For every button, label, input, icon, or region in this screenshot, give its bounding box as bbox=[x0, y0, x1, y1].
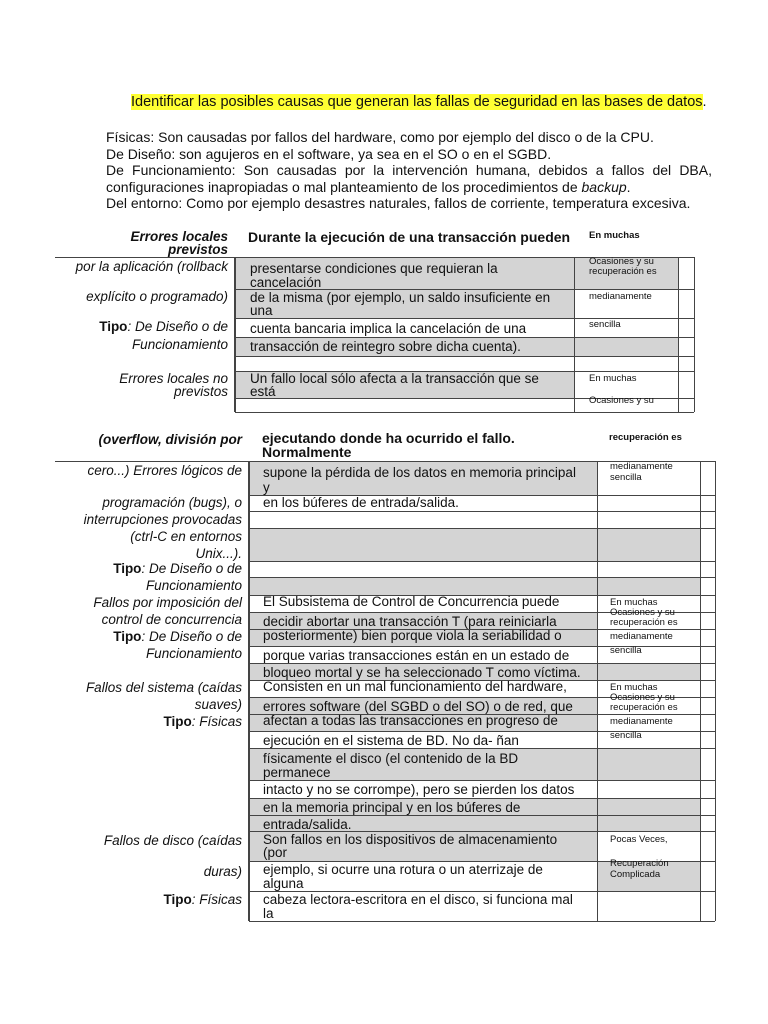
s5-row1-line2: (por bbox=[263, 845, 288, 860]
s4-row7: en la memoria principal y en los búferes de bbox=[263, 800, 521, 815]
table-row bbox=[249, 646, 715, 664]
table-row bbox=[249, 511, 715, 529]
s4-tipo-value: : Físicas bbox=[191, 714, 242, 729]
s2-header-desc-2: Normalmente bbox=[262, 444, 352, 460]
s4-freq2: Ocasiones y su bbox=[610, 692, 675, 703]
heading-period: . bbox=[702, 94, 707, 110]
intro-diseno: De Diseño: son agujeros en el software, ya sea en el SO o en el SGBD. bbox=[106, 145, 552, 162]
s3-label-2: control de concurrencia bbox=[101, 612, 242, 627]
table-row bbox=[249, 748, 715, 781]
s3-row3: posteriormente) bien porque viola la seriabilidad o bbox=[263, 628, 562, 643]
s3-label-tipo bbox=[113, 628, 242, 645]
s3-freq4: medianamente bbox=[610, 631, 673, 642]
s4-row4: ejecución en el sistema de BD. No da- ñan bbox=[263, 733, 519, 748]
s3-freq2: Ocasiones y su bbox=[610, 607, 675, 618]
table-row bbox=[249, 528, 715, 562]
s1-row1-line2: cancelación bbox=[250, 275, 322, 290]
s1-row1-line1: presentarse condiciones que requieran la bbox=[250, 261, 498, 276]
table-row bbox=[249, 461, 715, 496]
s4-tipo-word: Tipo bbox=[163, 714, 192, 729]
s4-row6: intacto y no se corrompe), pero se pierden los datos bbox=[263, 782, 575, 797]
s1-row1-freq1: Ocasiones y su bbox=[589, 256, 654, 267]
s1-noprev-1: Errores locales no bbox=[119, 371, 228, 386]
s1-tipo-word: Tipo bbox=[99, 319, 128, 334]
table-row bbox=[249, 714, 715, 732]
s5-tipo-value: : Físicas bbox=[191, 892, 242, 907]
s2-label-3: interrupciones provocadas bbox=[83, 512, 242, 527]
s1-row6-freq: En muchas bbox=[589, 373, 637, 384]
s2-tipo-value: : De Diseño o de bbox=[141, 561, 242, 576]
s5-row2-line2: alguna bbox=[263, 876, 304, 891]
s1-row2-line1: de la misma (por ejemplo, un saldo insuficiente en bbox=[250, 290, 551, 305]
heading-text: Identificar las posibles causas que generan las fallas de seguridad en las bases de datos bbox=[131, 94, 703, 110]
s2-row1-freq2: sencilla bbox=[610, 472, 642, 483]
table-row bbox=[235, 289, 694, 319]
s4-freq3: recuperación es bbox=[610, 702, 678, 713]
s5-label-2: duras) bbox=[203, 864, 242, 879]
s1-label-tipo bbox=[99, 318, 228, 335]
heading bbox=[131, 93, 707, 111]
s1-row1-freq2: recuperación es bbox=[589, 266, 657, 277]
s5-row2-line1: ejemplo, si ocurre una rotura o un aterrizaje de bbox=[263, 862, 543, 877]
s1-row4: transacción de reintegro sobre dicha cuenta). bbox=[250, 339, 521, 354]
s4-label-1: Fallos del sistema (caídas bbox=[85, 680, 242, 695]
main-table bbox=[248, 461, 716, 921]
s2-label-1: cero...) Errores lógicos de bbox=[87, 463, 242, 478]
s2-label-5: Unix...). bbox=[195, 546, 242, 561]
table-row bbox=[249, 731, 715, 749]
s2-label-4: (ctrl-C en entornos bbox=[130, 529, 242, 544]
s1-header-label-1: Errores locales bbox=[130, 229, 228, 244]
table-row bbox=[249, 815, 715, 832]
s4-row5-line2: permanece bbox=[263, 765, 331, 780]
s2-row1-line1: supone la pérdida de los datos en memoria principal bbox=[263, 465, 576, 480]
intro-fisicas: Físicas: Son causadas por fallos del hardware, como por ejemplo del disco o de la CPU. bbox=[106, 129, 654, 145]
s2-label-tipo bbox=[113, 560, 242, 577]
table-row bbox=[249, 798, 715, 816]
s1-row2-freq: medianamente bbox=[589, 291, 652, 302]
s2-row1-line2: y bbox=[263, 480, 270, 495]
s5-row3-line1: cabeza lectora-escritora en el disco, si funciona mal bbox=[263, 892, 573, 907]
table-row bbox=[249, 561, 715, 578]
intro-funcionamiento-2c: . bbox=[626, 178, 631, 195]
s2-header-desc bbox=[262, 431, 515, 459]
s3-row4: porque varias transacciones están en un estado de bbox=[263, 648, 570, 663]
s4-row5-line1: físicamente el disco (el contenido de la BD bbox=[263, 751, 519, 766]
s1-header-freq: En muchas bbox=[589, 230, 640, 241]
table-row bbox=[249, 780, 715, 799]
table-row bbox=[235, 337, 694, 357]
table-row bbox=[249, 858, 715, 892]
s5-freq2: Recuperación bbox=[610, 858, 669, 869]
s5-label-1: Fallos de disco (caídas bbox=[103, 833, 242, 848]
s5-row3-line2: la bbox=[263, 906, 274, 921]
s1-tipo-value: : De Diseño o de bbox=[127, 319, 228, 334]
intro-funcionamiento-2 bbox=[106, 179, 712, 196]
s1-row7-freq: Ocasiones y su bbox=[589, 395, 654, 406]
s3-row5: bloqueo mortal y se ha seleccionado T como víctima. bbox=[263, 665, 581, 680]
s4-row8: entrada/salida. bbox=[263, 817, 352, 832]
intro-text bbox=[106, 129, 712, 212]
s1-header-desc: Durante la ejecución de una transacción pueden bbox=[248, 229, 571, 245]
s4-row2: errores software (del SGBD o del SO) o de red, que bbox=[263, 699, 573, 714]
s3-freq5: sencilla bbox=[610, 645, 642, 656]
s5-tipo-word: Tipo bbox=[163, 892, 192, 907]
s2-row1-freq1: medianamente bbox=[610, 461, 673, 472]
s4-freq5: sencilla bbox=[610, 730, 642, 741]
s3-row1: El Subsistema de Control de Concurrencia puede bbox=[263, 594, 560, 609]
s1-label-1: por la aplicación (rollback bbox=[75, 259, 228, 274]
s1-row3-freq: sencilla bbox=[589, 319, 621, 330]
s3-freq3: recuperación es bbox=[610, 617, 678, 628]
s4-row3: afectan a todas las transacciones en progreso de bbox=[263, 713, 558, 728]
s2-label-6: Funcionamiento bbox=[145, 578, 242, 593]
table-row bbox=[249, 495, 715, 512]
s1-noprev-2: previstos bbox=[173, 384, 228, 399]
s1-row2-line2: una bbox=[250, 303, 273, 318]
s4-label-2: suaves) bbox=[194, 697, 242, 712]
s3-tipo-value: : De Diseño o de bbox=[141, 629, 242, 644]
intro-backup: backup bbox=[581, 178, 627, 195]
table-row bbox=[235, 395, 694, 413]
s4-label-tipo bbox=[163, 713, 242, 730]
intro-entorno: Del entorno: Como por ejemplo desastres naturales, fallos de corriente, temperatura excesiva. bbox=[106, 195, 691, 211]
intro-funcionamiento-2a: configuraciones inapropiadas o mal planteamiento de los procedimientos de bbox=[106, 178, 582, 195]
s3-label-3: Funcionamiento bbox=[145, 646, 242, 661]
s1-label-tipo-2: Funcionamiento bbox=[131, 337, 228, 352]
s5-freq1: Pocas Veces, bbox=[610, 834, 668, 845]
s4-row1: Consisten en un mal funcionamiento del hardware, bbox=[263, 679, 567, 694]
table-row bbox=[249, 891, 715, 922]
s5-freq3: Complicada bbox=[610, 869, 661, 880]
s3-tipo-word: Tipo bbox=[113, 629, 142, 644]
s5-label-tipo bbox=[163, 891, 242, 908]
table-row bbox=[235, 356, 694, 372]
table-row bbox=[235, 318, 694, 338]
s2-header-desc-1: ejecutando donde ha ocurrido el fallo. bbox=[262, 430, 515, 446]
table-row bbox=[235, 257, 694, 290]
s1-row6-line1: Un fallo local sólo afecta a la transacción que se bbox=[250, 371, 539, 386]
s1-header-label-2: previstos bbox=[167, 242, 228, 257]
intro-funcionamiento-1: De Funcionamiento: Son causadas por la intervención humana, debidos a fallos del DBA, bbox=[106, 162, 712, 178]
s2-label-2: programación (bugs), o bbox=[102, 495, 242, 510]
s2-row2: en los búferes de entrada/salida. bbox=[263, 495, 459, 510]
s1-table bbox=[234, 257, 695, 412]
s5-row1-line1: Son fallos en los dispositivos de almacenamiento bbox=[263, 832, 558, 847]
s3-row2: decidir abortar una transacción T (para reiniciarla bbox=[263, 614, 557, 629]
table-row bbox=[249, 629, 715, 647]
s2-tipo-word: Tipo bbox=[113, 561, 142, 576]
s3-label-1: Fallos por imposición del bbox=[93, 595, 242, 610]
s4-freq4: medianamente bbox=[610, 716, 673, 727]
s4-freq1: En muchas bbox=[610, 682, 658, 693]
s2-header-freq: recuperación es bbox=[609, 432, 682, 443]
s3-freq1: En muchas bbox=[610, 597, 658, 608]
s1-label-2: explícito o programado) bbox=[86, 289, 228, 304]
s1-row3: cuenta bancaria implica la cancelación de una bbox=[250, 321, 527, 336]
s1-row6-line2: está bbox=[250, 384, 276, 399]
s2-header-label: (overflow, división por bbox=[98, 432, 242, 447]
